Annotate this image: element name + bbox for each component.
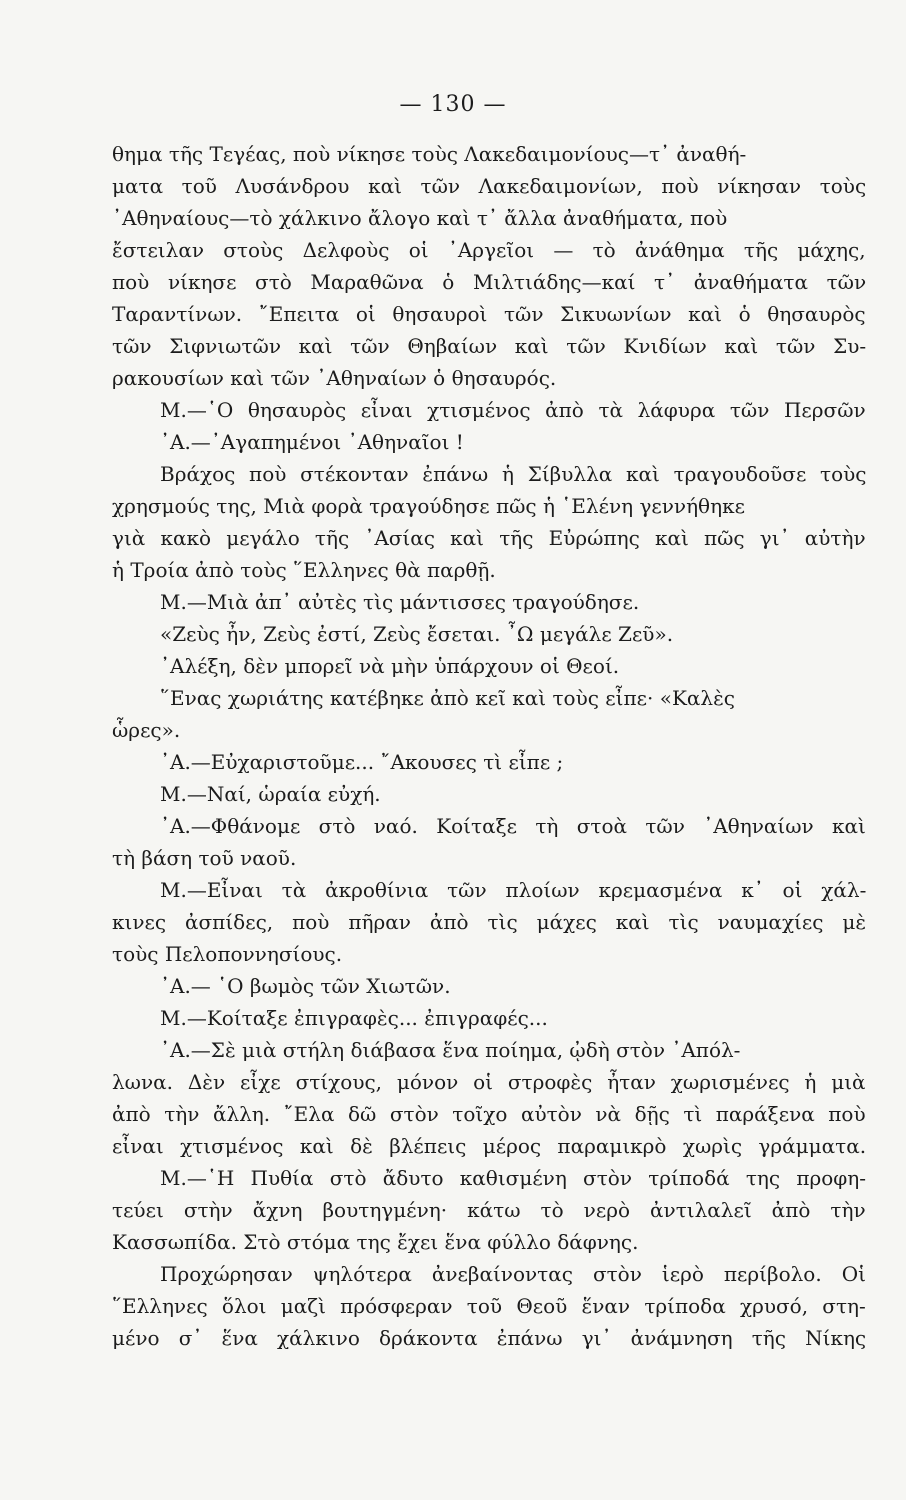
text-line: ᾽Αλέξη, δὲν μπορεῖ νὰ μὴν ὑπάρχουν οἱ Θεοί. [160,654,620,678]
text-line: ἡ Τροία ἀπὸ τοὺς ῞Ελληνες θὰ παρθῇ. [112,558,496,582]
text-line: ὧρες». [112,718,181,742]
text-line: θημα τῆς Τεγέας, ποὺ νίκησε τοὺς Λακεδαιμονίους—τ᾽ ἀναθή- [112,142,747,166]
text-line: μένο σ᾽ ἕνα χάλκινο δράκοντα ἐπάνω γι᾽ ἀνάμνηση τῆς Νίκης [112,1326,867,1350]
text-line: Βράχος ποὺ στέκονταν ἐπάνω ἡ Σίβυλλα καὶ τραγουδοῦσε τοὺς [160,462,867,486]
text-line: γιὰ κακὸ μεγάλο τῆς ᾽Ασίας καὶ τῆς Εὐρώπης καὶ πῶς γι᾽ αὐτὴν [112,526,866,550]
text-line: ῞Ενας χωριάτης κατέβηκε ἀπὸ κεῖ καὶ τοὺς εἶπε· «Καλὲς [160,686,736,710]
text-line: Προχώρησαν ψηλότερα ἀνεβαίνοντας στὸν ἱερὸ περίβολο. Οἱ [160,1262,866,1286]
text-line: ποὺ νίκησε στὸ Μαραθῶνα ὁ Μιλτιάδης—καί τ᾽ ἀναθήματα τῶν [112,270,867,294]
text-line: λωνα. Δὲν εἶχε στίχους, μόνον οἱ στροφὲς ἦταν χωρισμένες ἡ μιὰ [112,1070,866,1094]
text-line: ἀπὸ τὴν ἄλλη. ῎Ελα δῶ στὸν τοῖχο αὐτὸν νὰ δῇς τὶ παράξενα ποὺ [112,1102,866,1126]
text-line: τὴ βάση τοῦ ναοῦ. [112,846,297,870]
page-number: — 130 — [399,92,507,117]
text-line: Ταραντίνων. ῎Επειτα οἱ θησαυροὶ τῶν Σικυωνίων καὶ ὁ θησαυρὸς [112,302,866,326]
text-line: Κασσωπίδα. Στὸ στόμα της ἔχει ἕνα φύλλο δάφνης. [112,1230,639,1254]
text-line: Μ.—Κοίταξε ἐπιγραφὲς... ἐπιγραφές... [160,1006,548,1030]
text-line: τεύει στὴν ἄχνη βουτηγμένη· κάτω τὸ νερὸ ἀντιλαλεῖ ἀπὸ τὴν [112,1198,866,1222]
text-line: ρακουσίων καὶ τῶν ᾽Αθηναίων ὁ θησαυρός. [112,366,557,390]
text-line: τῶν Σιφνιωτῶν καὶ τῶν Θηβαίων καὶ τῶν Κνιδίων καὶ τῶν Συ- [112,334,867,358]
text-line: Μ.—῾Ο θησαυρὸς εἶναι χτισμένος ἀπὸ τὰ λάφυρα τῶν Περσῶν [160,398,866,422]
text-line: Μ.—Μιὰ ἀπ᾽ αὐτὲς τὶς μάντισσες τραγούδησε. [160,590,640,614]
text-line: «Ζεὺς ἦν, Ζεὺς ἐστί, Ζεὺς ἔσεται. ῏Ω μεγάλε Ζεῦ». [160,622,674,646]
text-line: Μ.—Ναί, ὡραία εὐχή. [160,782,381,806]
text-line: εἶναι χτισμένος καὶ δὲ βλέπεις μέρος παραμικρὸ χωρὶς γράμματα. [112,1134,867,1158]
text-line: ᾽Α.—᾽Αγαπημένοι ᾽Αθηναῖοι ! [160,430,464,454]
text-line: ᾽Α.—Σὲ μιὰ στήλη διάβασα ἕνα ποίημα, ᾠδὴ στὸν ᾽Απόλ- [160,1038,741,1062]
text-line: ᾽Α.—Εὐχαριστοῦμε... ῎Ακουσες τὶ εἶπε ; [160,750,564,774]
text-line: ἔστειλαν στοὺς Δελφοὺς οἱ ᾽Αργεῖοι — τὸ ἀνάθημα τῆς μάχης, [112,238,866,262]
text-line: ᾽Αθηναίους—τὸ χάλκινο ἄλογο καὶ τ᾽ ἄλλα ἀναθήματα, ποὺ [112,206,728,230]
text-line: χρησμούς της, Μιὰ φορὰ τραγούδησε πῶς ἡ ῾Ελένη γεννήθηκε [112,494,745,518]
text-line: τοὺς Πελοποννησίους. [112,942,343,966]
text-line: ματα τοῦ Λυσάνδρου καὶ τῶν Λακεδαιμονίων, ποὺ νίκησαν τοὺς [112,174,867,198]
text-line: ᾽Α.—Φθάνομε στὸ ναό. Κοίταξε τὴ στοὰ τῶν ᾽Αθηναίων καὶ [160,814,866,838]
text-line: ῞Ελληνες ὅλοι μαζὶ πρόσφεραν τοῦ Θεοῦ ἕναν τρίποδα χρυσό, στη- [112,1294,866,1318]
text-line: Μ.—῾Η Πυθία στὸ ἄδυτο καθισμένη στὸν τρίποδά της προφη- [160,1166,867,1190]
text-line: Μ.—Εἶναι τὰ ἀκροθίνια τῶν πλοίων κρεμασμένα κ᾽ οἱ χάλ- [160,878,867,902]
text-line: κινες ἀσπίδες, ποὺ πῆραν ἀπὸ τὶς μάχες καὶ τὶς ναυμαχίες μὲ [112,910,867,934]
text-line: ᾽Α.— ῾Ο βωμὸς τῶν Χιωτῶν. [160,974,451,998]
